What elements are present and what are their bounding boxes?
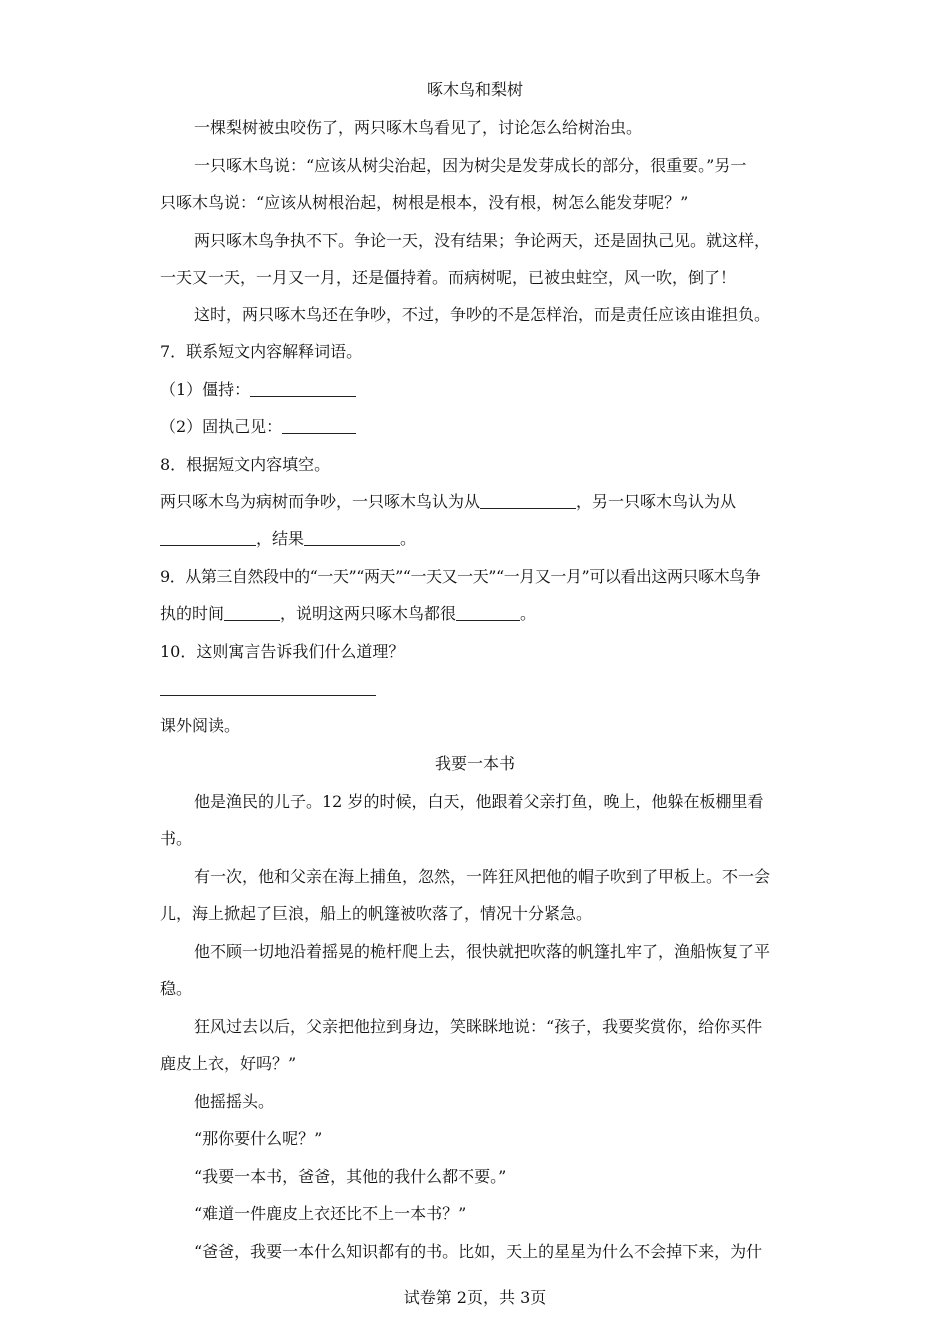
question-7-item-2-label: （2）固执己见： xyxy=(160,417,283,436)
question-7-item-2 xyxy=(160,417,356,437)
question-9-line-2 xyxy=(160,604,536,624)
question-10-answer-line xyxy=(160,679,376,699)
story2-paragraph-4-line-1: 狂风过去以后，父亲把他拉到身边，笑眯眯地说：“孩子，我要奖赏你，给你买件 xyxy=(194,1017,763,1036)
story2-paragraph-2-line-1: 有一次，他和父亲在海上捕鱼，忽然，一阵狂风把他的帽子吹到了甲板上。不一会 xyxy=(194,867,771,886)
answer-blank[interactable] xyxy=(160,530,256,546)
section-label: 课外阅读。 xyxy=(160,716,241,735)
story1-paragraph-2-line-1: 一只啄木鸟说：“应该从树尖治起，因为树尖是发芽成长的部分，很重要。”另一 xyxy=(194,156,747,175)
story2-paragraph-1-line-2: 书。 xyxy=(160,829,193,848)
answer-blank[interactable] xyxy=(456,605,520,621)
story2-paragraph-4-line-2: 鹿皮上衣，好吗？” xyxy=(160,1054,297,1073)
story1-paragraph-3-line-1: 两只啄木鸟争执不下。争论一天，没有结果；争论两天，还是固执己见。就这样， xyxy=(194,231,771,250)
question-9-line-1: 9．从第三自然段中的“一天”“两天”“一天又一天”“一月又一月”可以看出这两只啄木鸟争 xyxy=(160,567,761,586)
story2-paragraph-1-line-1: 他是渔民的儿子。12 岁的时候，白天，他跟着父亲打鱼，晚上，他躲在板棚里看 xyxy=(194,792,764,811)
story2-paragraph-7: “我要一本书，爸爸，其他的我什么都不要。” xyxy=(194,1167,507,1186)
story1-paragraph-3-line-2: 一天又一天，一月又一月，还是僵持着。而病树呢，已被虫蛀空，风一吹，倒了！ xyxy=(160,268,737,287)
question-7-item-1 xyxy=(160,380,356,400)
story2-paragraph-3-line-1: 他不顾一切地沿着摇晃的桅杆爬上去，很快就把吹落的帆篷扎牢了，渔船恢复了平 xyxy=(194,942,771,961)
story2-title: 我要一本书 xyxy=(434,754,515,773)
question-8-line-1 xyxy=(160,492,736,512)
story1-paragraph-1: 一棵梨树被虫咬伤了，两只啄木鸟看见了，讨论怎么给树治虫。 xyxy=(194,118,643,137)
question-8-text: ，结果 xyxy=(256,529,305,548)
question-7-item-1-label: （1）僵持： xyxy=(160,380,251,399)
answer-blank[interactable] xyxy=(480,493,576,509)
question-8: 8．根据短文内容填空。 xyxy=(160,455,331,474)
question-8-text: 。 xyxy=(400,529,417,548)
story1-paragraph-2-line-2: 只啄木鸟说：“应该从树根治起，树根是根本，没有根，树怎么能发芽呢？” xyxy=(160,193,689,212)
story2-paragraph-8: “难道一件鹿皮上衣还比不上一本书？” xyxy=(194,1204,467,1223)
question-9-text: ，说明这两只啄木鸟都很 xyxy=(280,604,457,623)
story2-paragraph-5: 他摇摇头。 xyxy=(194,1092,275,1111)
story2-paragraph-9: “爸爸，我要一本什么知识都有的书。比如，天上的星星为什么不会掉下来，为什 xyxy=(194,1242,763,1261)
question-9-text: 。 xyxy=(520,604,537,623)
story1-title: 啄木鸟和梨树 xyxy=(426,80,523,99)
question-10: 10．这则寓言告诉我们什么道理？ xyxy=(160,642,405,661)
answer-blank[interactable] xyxy=(304,530,400,546)
page-footer: 试卷第 2页，共 3页 xyxy=(403,1288,547,1307)
question-7: 7．联系短文内容解释词语。 xyxy=(160,342,363,361)
answer-blank[interactable] xyxy=(160,680,376,696)
answer-blank[interactable] xyxy=(224,605,280,621)
question-8-text: ，另一只啄木鸟认为从 xyxy=(576,492,737,511)
story2-paragraph-2-line-2: 儿，海上掀起了巨浪，船上的帆篷被吹落了，情况十分紧急。 xyxy=(160,904,593,923)
question-9-text: 执的时间 xyxy=(160,604,225,623)
story1-paragraph-4: 这时，两只啄木鸟还在争吵，不过，争吵的不是怎样治，而是责任应该由谁担负。 xyxy=(194,305,771,324)
answer-blank[interactable] xyxy=(250,381,356,397)
answer-blank[interactable] xyxy=(282,418,356,434)
story2-paragraph-6: “那你要什么呢？” xyxy=(194,1129,323,1148)
question-8-text: 两只啄木鸟为病树而争吵，一只啄木鸟认为从 xyxy=(160,492,481,511)
story2-paragraph-3-line-2: 稳。 xyxy=(160,979,193,998)
question-8-line-2 xyxy=(160,529,416,549)
